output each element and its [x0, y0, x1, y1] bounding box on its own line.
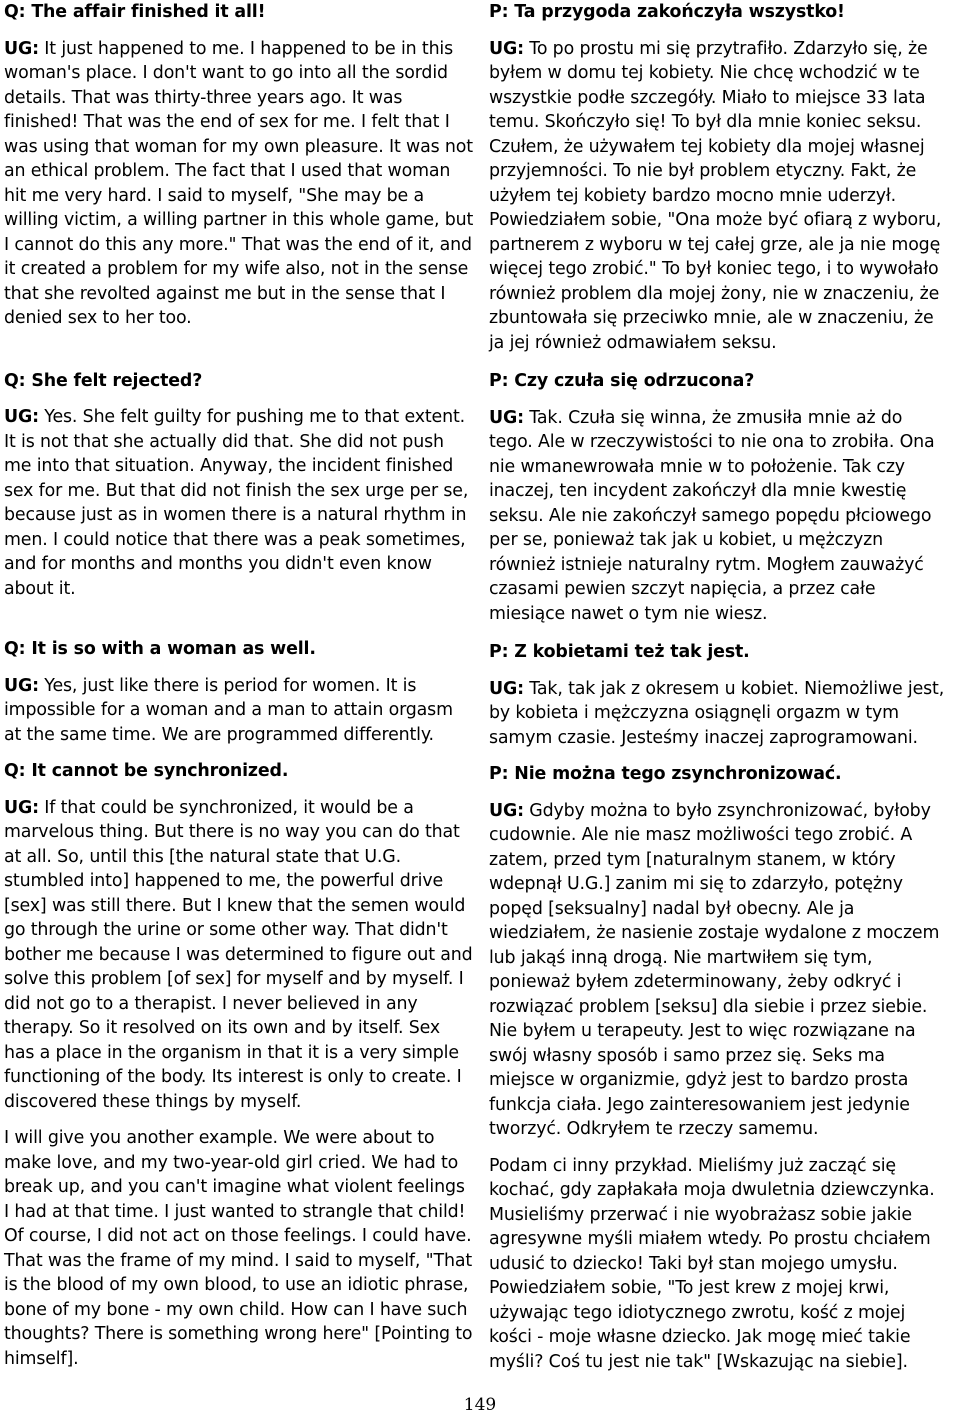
- speaker-label: UG:: [489, 407, 524, 428]
- answer-text: Yes, just like there is period for women. It is impossible for a woman and a man to attain orgasm at the same time. We are programmed differently.: [4, 675, 453, 745]
- pl-question: P: Czy czuła się odrzucona?: [489, 371, 755, 391]
- polish-column: [489, 0, 951, 1374]
- answer-text: If that could be synchronized, it would be a marvelous thing. But there is no way you can do that at all. So, until this [the natural state that U.G. stumbled into] happened to me, the powerful drive [sex] was still there. But I knew that the semen would go through the urine or some other way. That didn't bother me because I was determined to figure out and solve this problem [of sex] for myself and by myself. I did not go to a therapist. I never believed in any therapy. So it resolved on its own and by itself. Sex has a place in the organism in that it is a very simple functioning of the body. Its interest is only to create. I discovered these things by myself.: [4, 797, 473, 1112]
- answer-text: Tak. Czuła się winna, że zmusiła mnie aż do tego. Ale w rzeczywistości to nie ona to zrobiła. Ona nie wmanewrowała mnie w to położenie. Tak czy inaczej, ten incydent zakończył dla mnie kwestię seksu. Ale nie zakończył samego popędu płciowego per se, ponieważ tak jak u kobiet, u mężczyzn również istnieje naturalny rytm. Mogłem zauważyć czasami pewien szczyt napięcia, a przez całe miesiące nawet o tym nie wiesz.: [489, 407, 935, 624]
- speaker-label: UG:: [4, 797, 39, 818]
- speaker-label: UG:: [489, 800, 524, 821]
- answer-text: Podam ci inny przykład. Mieliśmy już zacząć się kochać, gdy zapłakała moja dwuletnia dziewczynka. Musieliśmy przerwać i nie wyobrażasz sobie jakie agresywne myśli miałem wtedy. Po prostu chciałem udusić to dziecko! Taki był stan mojego umysłu. Powiedziałem sobie, "To jest krew z mojej krwi, używając tego idiotycznego zwrotu, kość z mojej kości - moje własne dziecko. Jak mogę mieć takie myśli? Coś tu jest nie tak" [Wskazując na siebie].: [489, 1155, 935, 1372]
- en-question: Q: The affair finished it all!: [4, 2, 266, 22]
- speaker-label: UG:: [4, 38, 39, 59]
- en-answer: [4, 37, 474, 331]
- answer-text: I will give you another example. We were about to make love, and my two-year-old girl cried. We had to break up, and you can't imagine what violent feelings I had at that time. I just wanted to strangle that child! Of course, I did not act on those feelings. I could have. That was the frame of my mind. I said to myself, "That is the blood of my own blood, to use an idiotic phrase, bone of my bone - my own child. How can I have such thoughts? There is something wrong here" [Pointing to himself].: [4, 1128, 473, 1369]
- speaker-label: UG:: [489, 678, 524, 699]
- english-column: [4, 0, 474, 1371]
- pl-answer: [489, 37, 951, 356]
- en-question: Q: It is so with a woman as well.: [4, 639, 316, 659]
- pl-answer: [489, 799, 951, 1142]
- pl-answer: [489, 406, 951, 627]
- en-question: Q: It cannot be synchronized.: [4, 761, 289, 781]
- pl-answer: [489, 1154, 951, 1375]
- speaker-label: UG:: [4, 407, 39, 427]
- answer-text: Tak, tak jak z okresem u kobiet. Niemożliwe jest, by kobieta i mężczyzna osiągnęli orgazm w tym samym czasie. Jesteśmy inaczej zaprogramowani.: [489, 678, 945, 748]
- en-question: Q: She felt rejected?: [4, 370, 203, 391]
- pl-question: P: Nie można tego zsynchronizować.: [489, 764, 842, 784]
- en-answer: [4, 674, 474, 748]
- answer-text: To po prostu mi się przytrafiło. Zdarzyło się, że byłem w domu tej kobiety. Nie chcę wchodzić w te wszystkie podłe szczegóły. Miało to miejsce 33 lata temu. Skończyło się! To był dla mnie koniec seksu. Czułem, że używałem tej kobiety dla mojej własnej przyjemności. To nie był problem etyczny. Fakt, że użyłem tej kobiety bardzo mocno mnie uderzył. Powiedziałem sobie, "Ona może być ofiarą z wyboru, partnerem z wyboru w tej całej grze, ale ja nie mogę więcej tego zrobić." To był koniec tego, i to wywołało również problem dla mojej żony, nie w znaczeniu, że zbuntowała się przeciwko mnie, ale w znaczeniu, że ja jej również odmawiałem seksu.: [489, 38, 942, 353]
- pl-question: P: Ta przygoda zakończyła wszystko!: [489, 2, 845, 22]
- answer-text: Gdyby można to było zsynchronizować, byłoby cudownie. Ale nie masz możliwości tego zrobić. A zatem, przed tym [naturalnym stanem, w który wdepnął U.G.] zanim mi się to zdarzyło, potężny popęd [seksualny] nadal był obecny. Ale ja wiedziałem, że nasienie zostaje wydalone z moczem lub jakąś inną drogą. Nie martwiłem się tym, ponieważ byłem zdeterminowany, żeby odkryć i rozwiązać problem [seksu] dla siebie i przez siebie. Nie byłem u terapeuty. Jest to więc rozwiązane na swój własny sposób i samo przez się. Seks ma miejsce w organizmie, gdyż jest to bardzo prosta funkcja ciała. Jego zainteresowaniem jest jedynie tworzyć. Odkryłem te rzeczy samemu.: [489, 800, 940, 1139]
- pl-answer: [489, 677, 951, 751]
- pl-question: P: Z kobietami też tak jest.: [489, 642, 750, 662]
- speaker-label: UG:: [489, 38, 524, 59]
- en-answer: [4, 1126, 474, 1371]
- speaker-label: UG:: [4, 675, 39, 696]
- answer-text: It just happened to me. I happened to be in this woman's place. I don't want to go into all the sordid details. That was thirty-three years ago. It was finished! That was the end of sex for me. I felt that I was using that woman for my own pleasure. It was not an ethical problem. The fact that I used that woman hit me very hard. I said to myself, "She may be a willing victim, a willing partner in this whole game, but I cannot do this any more." That was the end of it, and it created a problem for my wife also, not in the sense that she revolted against me but in the sense that I denied sex to her too.: [4, 38, 474, 328]
- page-number: 149: [463, 1395, 497, 1415]
- en-answer: [4, 796, 474, 1115]
- answer-text: Yes. She felt guilty for pushing me to that extent. It is not that she actually did that. She did not push me into that situation. Anyway, the incident finished sex for me. But that did not finish the sex urge per se, because just as in women there is a natural rhythm in men. I could notice that there was a peak sometimes, and for months and months you didn't even know about it.: [4, 407, 469, 599]
- en-answer: [4, 405, 474, 601]
